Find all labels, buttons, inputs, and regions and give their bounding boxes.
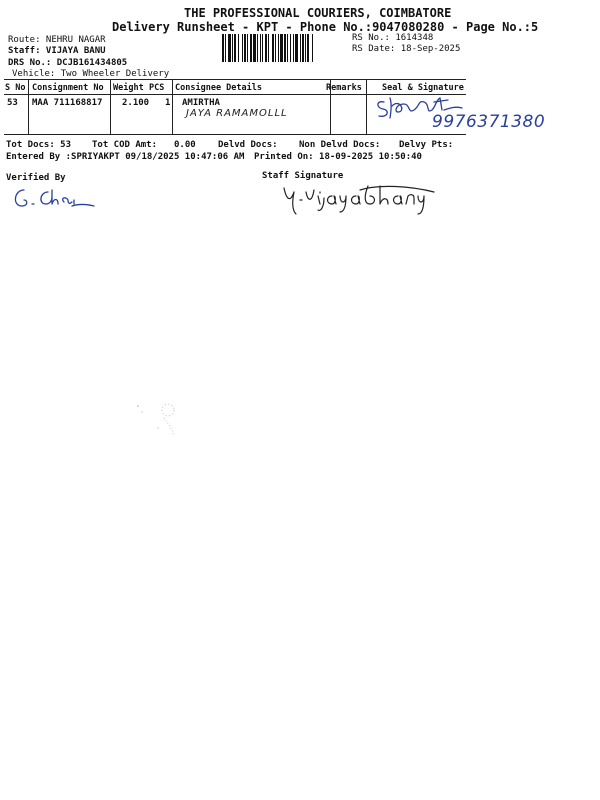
- barcode-bar: [232, 34, 233, 62]
- row-sno: 53: [7, 98, 18, 108]
- table-bottom-rule: [4, 134, 466, 135]
- barcode-bar: [305, 34, 306, 62]
- barcode-bar: [290, 34, 291, 62]
- rs-date: RS Date: 18-Sep-2025: [352, 44, 461, 54]
- tot-docs: Tot Docs: 53: [6, 140, 72, 150]
- col-header-pcs: PCS: [149, 83, 165, 93]
- staff-signature-label: Staff Signature: [262, 171, 344, 181]
- document-subtitle: Delivery Runsheet - KPT - Phone No.:9047080280 - Page No.:5: [112, 20, 539, 34]
- col-header-weight: Weight: [113, 83, 144, 93]
- receiver-phone-handwritten: 9976371380: [432, 112, 546, 132]
- delvy-pts: Delvy Pts:: [399, 140, 454, 150]
- barcode-bar: [225, 34, 226, 62]
- table-col-divider: [366, 80, 367, 134]
- barcode-bar: [284, 34, 286, 62]
- barcode-bar: [300, 34, 301, 62]
- table-top-rule: [4, 79, 466, 80]
- barcode-bar: [222, 34, 224, 62]
- tot-cod-value: 0.00: [174, 140, 196, 150]
- barcode-bar: [238, 34, 239, 62]
- barcode-bar: [287, 34, 288, 62]
- barcode-bar: [253, 34, 256, 62]
- vehicle-label: Vehicle: Two Wheeler Delivery: [12, 69, 170, 79]
- barcode-bar: [250, 34, 252, 62]
- col-header-consignee: Consignee Details: [175, 83, 262, 93]
- table-col-divider: [110, 80, 111, 134]
- entered-by: Entered By :SPRIYAKPT 09/18/2025 10:47:06 AM: [6, 152, 245, 162]
- barcode-bar: [265, 34, 267, 62]
- table-col-divider: [28, 80, 29, 134]
- barcode-bar: [302, 34, 304, 62]
- verified-by-label: Verified By: [6, 173, 66, 183]
- barcode-bar: [268, 34, 269, 62]
- printed-on: Printed On: 18-09-2025 10:50:40: [254, 152, 422, 162]
- barcode-bar: [247, 34, 248, 62]
- table-col-divider: [172, 80, 173, 134]
- barcode-bar: [262, 34, 263, 62]
- rs-number: RS No.: 1614348: [352, 33, 434, 43]
- barcode-bar: [295, 34, 298, 62]
- barcode-bar: [272, 34, 274, 62]
- barcode-bar: [234, 34, 236, 62]
- barcode-bar: [275, 34, 276, 62]
- barcode-bar: [257, 34, 258, 62]
- barcode-bar: [280, 34, 283, 62]
- staff-label: Staff: VIJAYA BANU: [8, 46, 106, 56]
- barcode-bar: [260, 34, 261, 62]
- barcode-bar: [307, 34, 309, 62]
- barcode-bar: [244, 34, 246, 62]
- row-weight: 2.100: [122, 98, 150, 108]
- row-consignment: MAA 711168817: [32, 98, 103, 108]
- staff-signature: [280, 182, 440, 216]
- col-header-consignment: Consignment No: [32, 83, 104, 93]
- barcode-bar: [278, 34, 279, 62]
- col-header-seal: Seal & Signature: [382, 83, 464, 93]
- barcode-bar: [242, 34, 243, 62]
- tot-cod-label: Tot COD Amt:: [92, 140, 158, 150]
- row-consignee-name: AMIRTHA: [182, 98, 220, 108]
- non-delvd-docs: Non Delvd Docs:: [299, 140, 381, 150]
- faint-stamp-mark: [128, 392, 188, 442]
- delvd-docs: Delvd Docs:: [218, 140, 278, 150]
- route-label: Route: NEHRU NAGAR: [8, 35, 106, 45]
- col-header-remarks: Remarks: [326, 83, 362, 93]
- barcode-bar: [312, 34, 313, 62]
- row-consignee-handwritten: JAYA RAMAMOLLL: [186, 108, 288, 119]
- document-title: THE PROFESSIONAL COURIERS, COIMBATORE: [184, 6, 452, 20]
- drs-number: DRS No.: DCJB161434805: [8, 58, 128, 68]
- barcode-bar: [293, 34, 294, 62]
- barcode: [222, 34, 350, 66]
- col-header-sno: S No: [5, 83, 26, 93]
- row-pcs: 1: [165, 98, 171, 108]
- verifier-signature: [12, 186, 96, 212]
- barcode-bar: [228, 34, 231, 62]
